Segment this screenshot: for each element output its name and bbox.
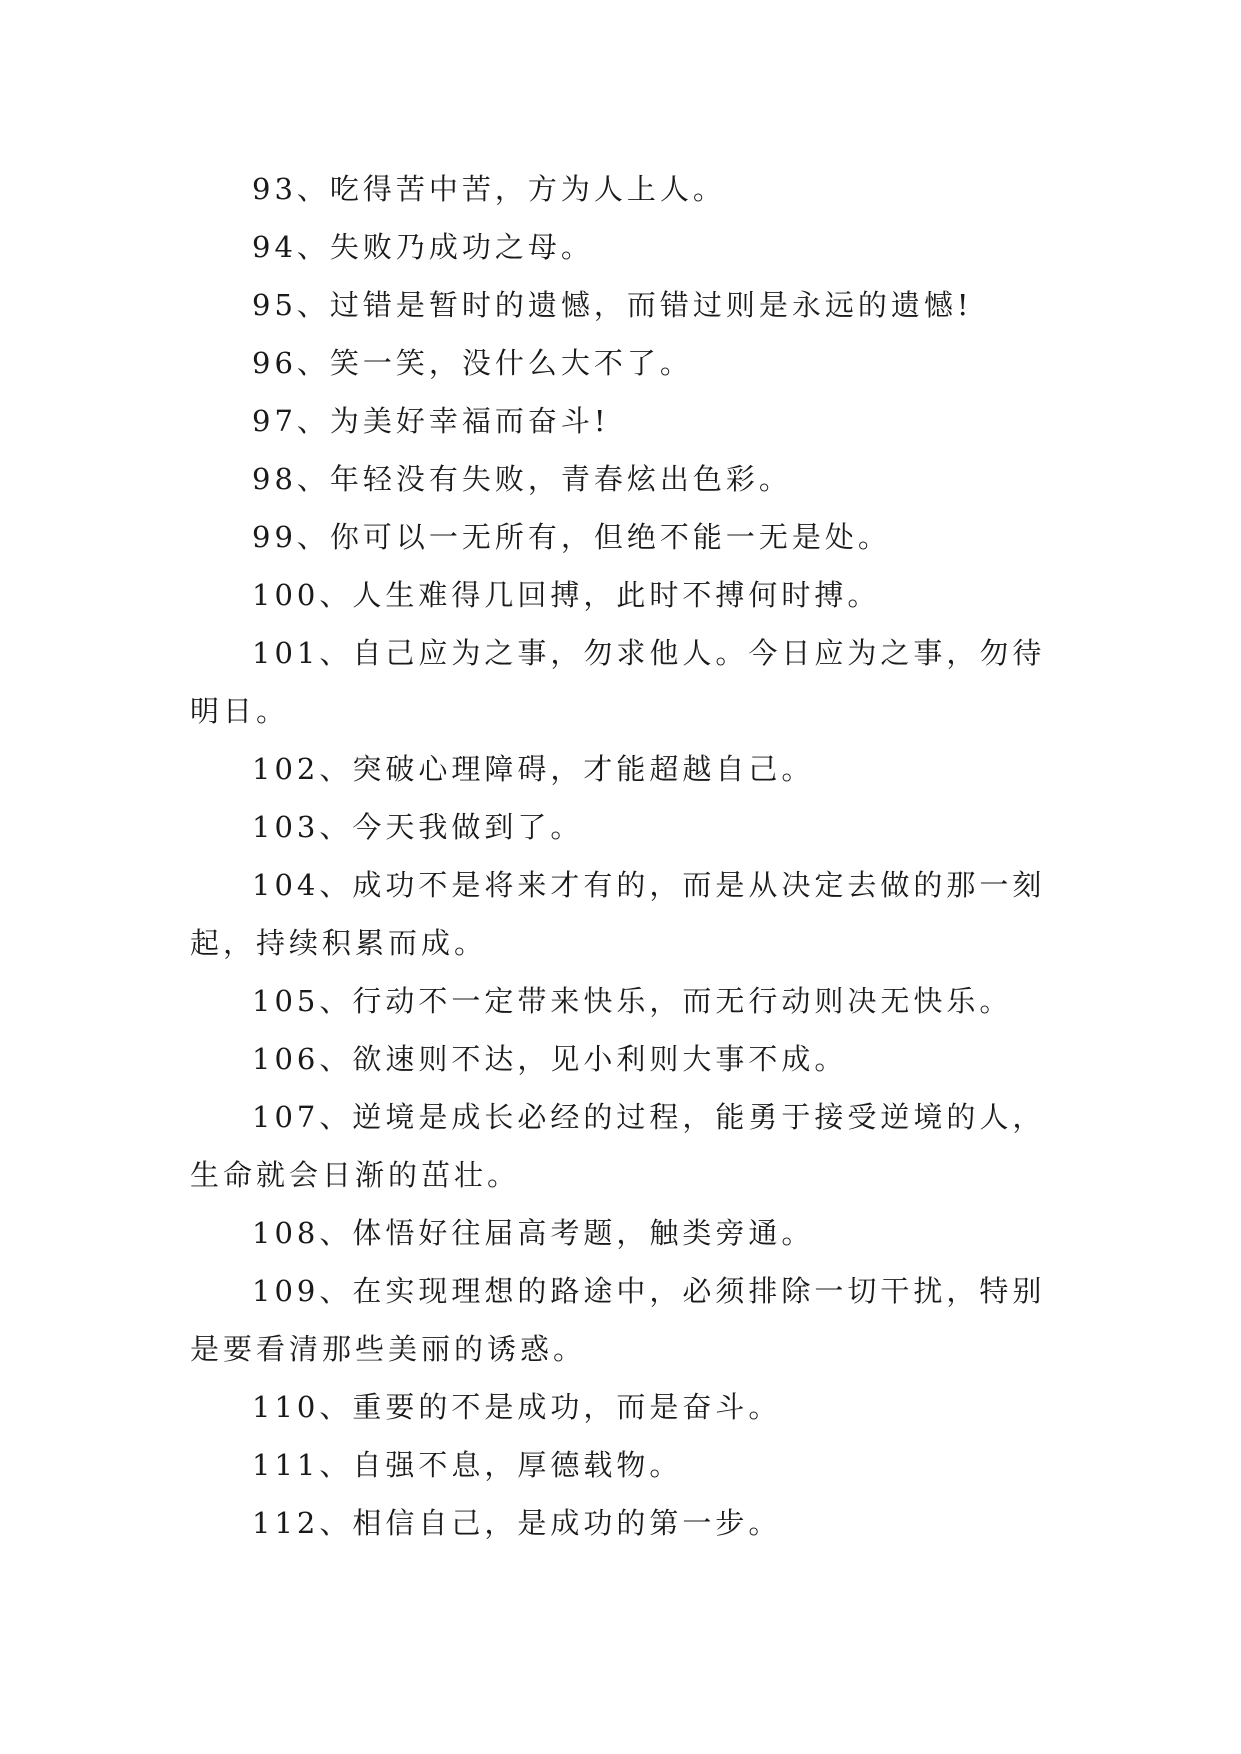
document-body — [190, 160, 1060, 1552]
paragraph: 95、过错是暂时的遗憾，而错过则是永远的遗憾! — [252, 288, 973, 322]
paragraph: 109、在实现理想的路途中，必须排除一切干扰，特别是要看清那些美丽的诱惑。 — [190, 1274, 1046, 1366]
paragraph: 110、重要的不是成功，而是奋斗。 — [252, 1390, 782, 1424]
paragraph: 97、为美好幸福而奋斗! — [252, 404, 610, 438]
paragraph: 107、逆境是成长必经的过程，能勇于接受逆境的人，生命就会日渐的茁壮。 — [190, 1100, 1046, 1192]
paragraph: 102、突破心理障碍，才能超越自己。 — [252, 752, 815, 786]
paragraph: 94、失败乃成功之母。 — [252, 230, 594, 264]
paragraph: 104、成功不是将来才有的，而是从决定去做的那一刻起，持续积累而成。 — [190, 868, 1046, 960]
paragraph: 101、自己应为之事，勿求他人。今日应为之事，勿待明日。 — [190, 636, 1046, 728]
paragraph: 103、今天我做到了。 — [252, 810, 584, 844]
paragraph: 105、行动不一定带来快乐，而无行动则决无快乐。 — [252, 984, 1013, 1018]
paragraph: 106、欲速则不达，见小利则大事不成。 — [252, 1042, 848, 1076]
paragraph: 96、笑一笑，没什么大不了。 — [252, 346, 693, 380]
paragraph: 108、体悟好往届高考题，触类旁通。 — [252, 1216, 815, 1250]
paragraph: 112、相信自己，是成功的第一步。 — [252, 1506, 782, 1540]
paragraph: 99、你可以一无所有，但绝不能一无是处。 — [252, 520, 891, 554]
paragraph: 100、人生难得几回搏，此时不搏何时搏。 — [252, 578, 881, 612]
paragraph: 111、自强不息，厚德载物。 — [252, 1448, 683, 1482]
paragraph: 98、年轻没有失败，青春炫出色彩。 — [252, 462, 792, 496]
paragraph: 93、吃得苦中苦，方为人上人。 — [252, 172, 726, 206]
